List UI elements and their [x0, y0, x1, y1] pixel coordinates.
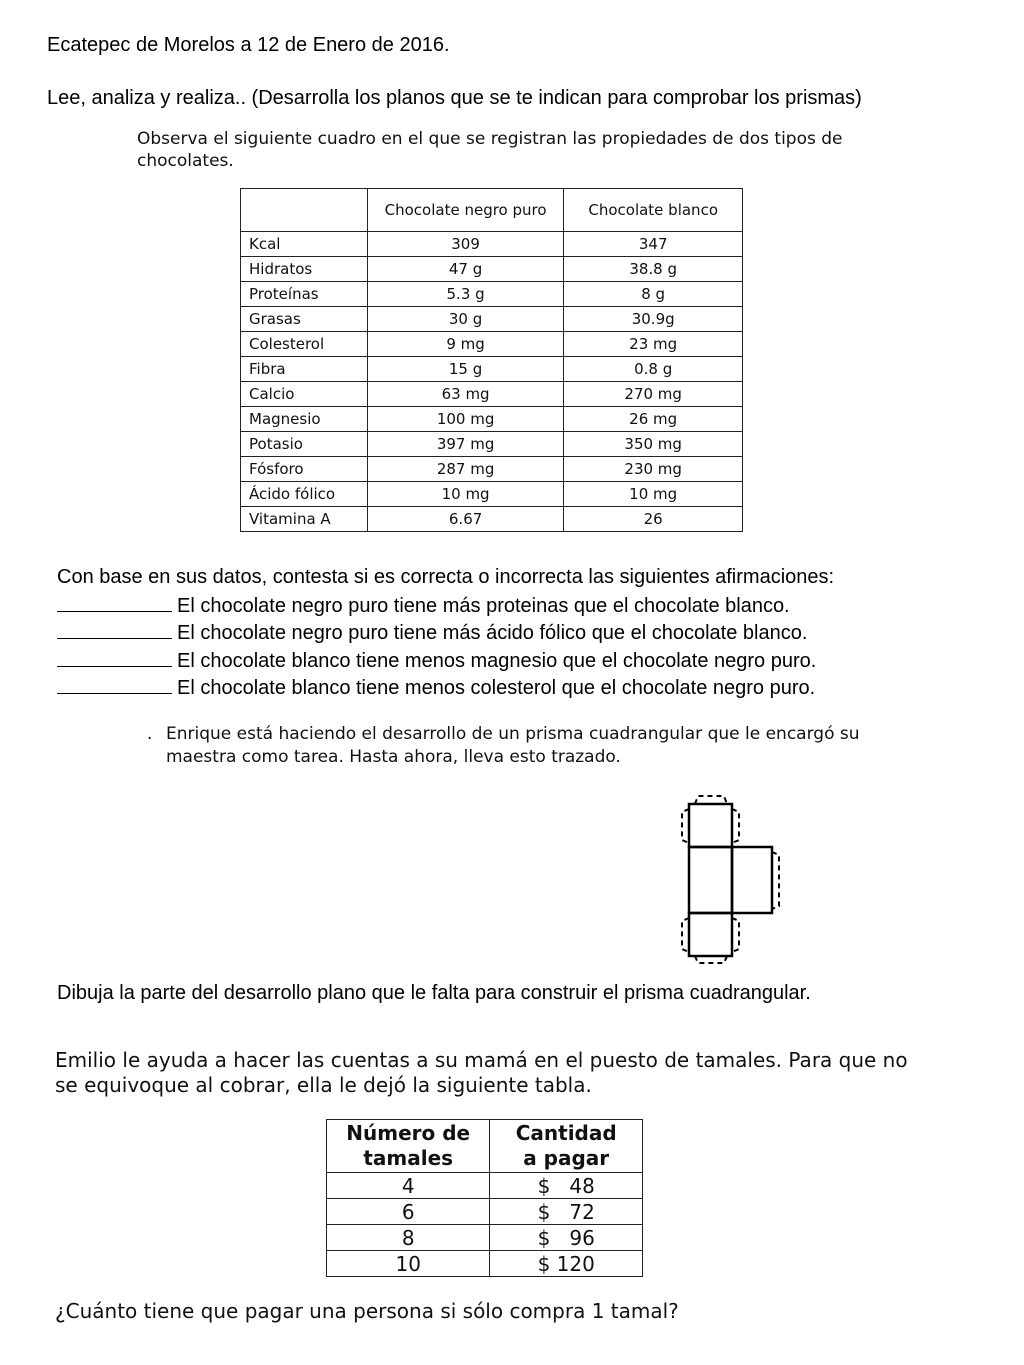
row-value-blanco: 38.8 g: [564, 257, 743, 282]
chocolate-table-row: [241, 382, 743, 407]
statements-question: Con base en sus datos, contesta si es correcta o incorrecta las siguientes afirmaciones:: [57, 566, 835, 588]
row-label: Grasas: [241, 307, 368, 332]
row-value-negro: 100 mg: [367, 407, 564, 432]
header-cell-blanco: Chocolate blanco: [564, 189, 743, 232]
header-numero-l2: tamales: [363, 1146, 454, 1170]
tamales-question: ¿Cuánto tiene que pagar una persona si sólo compra 1 tamal?: [55, 1299, 679, 1323]
prism-net-drawing: [676, 792, 786, 967]
row-value-negro: 5.3 g: [367, 282, 564, 307]
row-numero: 4: [327, 1173, 490, 1199]
prism-task: Dibuja la parte del desarrollo plano que le falta para construir el prisma cuadrangular.: [57, 982, 811, 1004]
row-value-negro: 15 g: [367, 357, 564, 382]
tamales-table-row: [327, 1173, 643, 1199]
row-value-negro: 287 mg: [367, 457, 564, 482]
row-value-blanco: 26: [564, 507, 743, 532]
statement-row: [57, 647, 816, 673]
row-value-blanco: 10 mg: [564, 482, 743, 507]
answer-blank[interactable]: [57, 619, 172, 639]
row-label: Proteínas: [241, 282, 368, 307]
row-value-blanco: 347: [564, 232, 743, 257]
answer-blank[interactable]: [57, 647, 172, 667]
tamales-text-line2: se equivoque al cobrar, ella le dejó la siguiente tabla.: [55, 1073, 592, 1097]
prism-bullet: .: [147, 724, 153, 744]
net-face-bottom: [689, 913, 732, 956]
row-value-blanco: 0.8 g: [564, 357, 743, 382]
chocolate-table-header: [241, 189, 743, 232]
prism-text-line2: maestra como tarea. Hasta ahora, lleva esto trazado.: [166, 747, 621, 767]
chocolate-table-row: [241, 432, 743, 457]
statement-text: El chocolate blanco tiene menos magnesio que el chocolate negro puro.: [177, 650, 817, 672]
row-label: Fósforo: [241, 457, 368, 482]
chocolate-table-row: [241, 232, 743, 257]
chocolate-intro-line1: Observa el siguiente cuadro en el que se registran las propiedades de dos tipos de: [137, 129, 843, 149]
row-pago: $ 120: [490, 1251, 643, 1277]
chocolate-table-row: [241, 307, 743, 332]
header-cantidad-l2: a pagar: [523, 1146, 610, 1170]
net-face-side: [732, 847, 772, 913]
chocolate-table: [240, 188, 743, 532]
row-value-negro: 10 mg: [367, 482, 564, 507]
statement-text: El chocolate negro puro tiene más ácido fólico que el chocolate blanco.: [177, 622, 808, 644]
tamales-table-row: [327, 1199, 643, 1225]
row-value-blanco: 30.9g: [564, 307, 743, 332]
row-label: Magnesio: [241, 407, 368, 432]
row-value-blanco: 350 mg: [564, 432, 743, 457]
tamales-table-row: [327, 1225, 643, 1251]
prism-text-line1: Enrique está haciendo el desarrollo de un prisma cuadrangular que le encargó su: [166, 724, 860, 744]
header-cell-empty: [241, 189, 368, 232]
chocolate-table-row: [241, 482, 743, 507]
tamales-table-header: [327, 1120, 643, 1173]
statement-row: [57, 619, 807, 645]
row-pago: $ 72: [490, 1199, 643, 1225]
header-cantidad-l1: Cantidad: [515, 1121, 617, 1145]
row-numero: 6: [327, 1199, 490, 1225]
date-line: Ecatepec de Morelos a 12 de Enero de 2016.: [47, 34, 450, 56]
chocolate-table-row: [241, 407, 743, 432]
row-value-blanco: 230 mg: [564, 457, 743, 482]
row-label: Potasio: [241, 432, 368, 457]
row-value-blanco: 23 mg: [564, 332, 743, 357]
row-label: Hidratos: [241, 257, 368, 282]
row-value-negro: 397 mg: [367, 432, 564, 457]
chocolate-table-row: [241, 457, 743, 482]
row-value-negro: 9 mg: [367, 332, 564, 357]
row-value-blanco: 8 g: [564, 282, 743, 307]
tamales-table-row: [327, 1251, 643, 1277]
statement-row: [57, 674, 815, 700]
answer-blank[interactable]: [57, 674, 172, 694]
row-label: Vitamina A: [241, 507, 368, 532]
chocolate-table-row: [241, 507, 743, 532]
row-label: Ácido fólico: [241, 482, 368, 507]
statement-text: El chocolate negro puro tiene más proteinas que el chocolate blanco.: [177, 595, 790, 617]
header-cell-negro: Chocolate negro puro: [367, 189, 564, 232]
row-value-negro: 6.67: [367, 507, 564, 532]
row-value-negro: 309: [367, 232, 564, 257]
statement-text: El chocolate blanco tiene menos colesterol que el chocolate negro puro.: [177, 677, 816, 699]
chocolate-intro-line2: chocolates.: [137, 151, 234, 171]
row-label: Colesterol: [241, 332, 368, 357]
row-label: Kcal: [241, 232, 368, 257]
tamales-table: [326, 1119, 643, 1277]
chocolate-table-row: [241, 357, 743, 382]
instruction-line: Lee, analiza y realiza.. (Desarrolla los planos que se te indican para comprobar los prismas): [47, 87, 862, 109]
net-face-top: [689, 804, 732, 847]
row-value-blanco: 26 mg: [564, 407, 743, 432]
row-numero: 10: [327, 1251, 490, 1277]
row-pago: $ 48: [490, 1173, 643, 1199]
header-numero-tamales: [327, 1120, 490, 1173]
row-numero: 8: [327, 1225, 490, 1251]
tamales-text-line1: Emilio le ayuda a hacer las cuentas a su mamá en el puesto de tamales. Para que no: [55, 1048, 908, 1072]
row-value-negro: 63 mg: [367, 382, 564, 407]
row-value-blanco: 270 mg: [564, 382, 743, 407]
answer-blank[interactable]: [57, 592, 172, 612]
row-value-negro: 30 g: [367, 307, 564, 332]
chocolate-table-row: [241, 282, 743, 307]
chocolate-table-row: [241, 257, 743, 282]
row-value-negro: 47 g: [367, 257, 564, 282]
chocolate-table-row: [241, 332, 743, 357]
net-face-middle: [689, 847, 732, 913]
row-pago: $ 96: [490, 1225, 643, 1251]
header-cantidad-pagar: [490, 1120, 643, 1173]
header-numero-l1: Número de: [346, 1121, 471, 1145]
statement-row: [57, 592, 790, 618]
row-label: Calcio: [241, 382, 368, 407]
row-label: Fibra: [241, 357, 368, 382]
